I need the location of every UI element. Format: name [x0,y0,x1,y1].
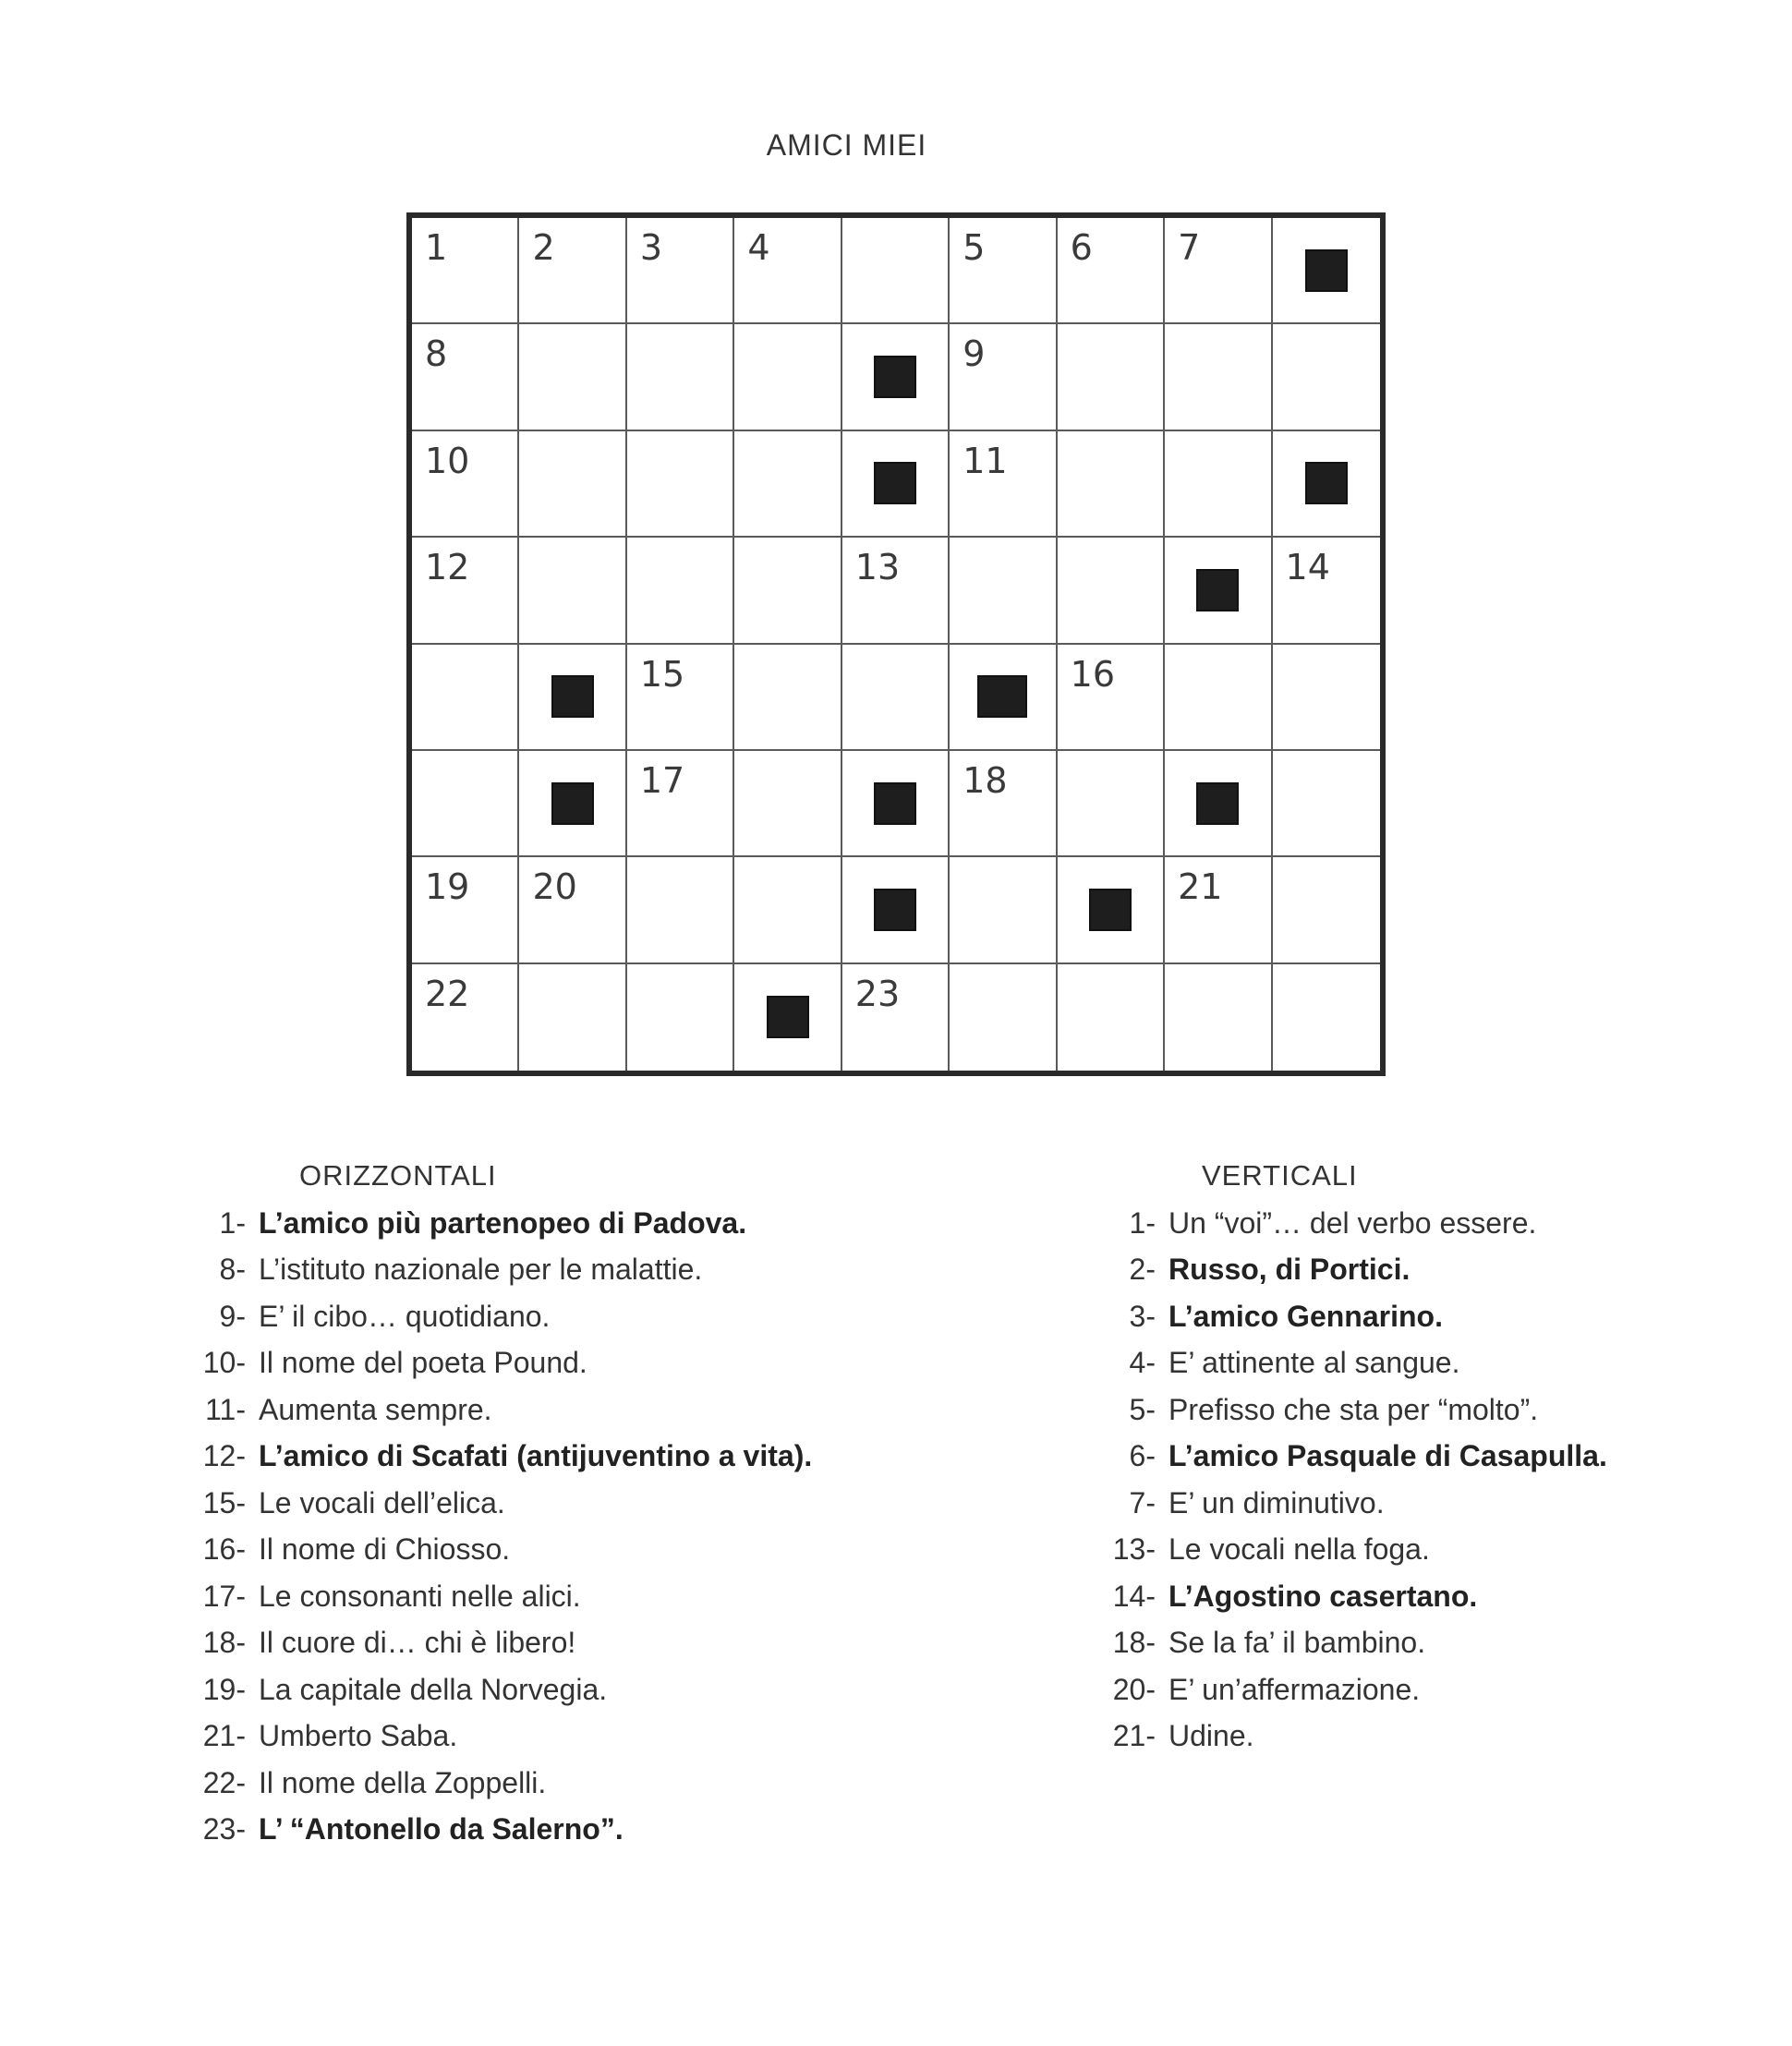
clue-text: La capitale della Norvegia. [259,1672,608,1706]
grid-cell-black [1273,431,1380,538]
grid-cell [1165,964,1272,1071]
grid-cell [412,324,519,430]
down-clue [1085,1246,1732,1293]
down-clue [1085,1619,1732,1666]
clue-text: Il nome di Chiosso. [259,1532,511,1566]
black-square [874,462,916,504]
clue-text: Un “voi”… del verbo essere. [1168,1205,1537,1240]
clue-text: Aumenta sempre. [259,1392,492,1426]
grid-cell [412,751,519,857]
grid-cell-black [842,857,950,963]
black-square [1196,569,1239,611]
grid-cell [1058,538,1165,644]
cell-number: 18 [963,759,1008,801]
crossword-grid [406,212,1386,1076]
clue-text: Il nome del poeta Pound. [259,1346,587,1379]
clue-number: 2- [1129,1253,1156,1286]
grid-cell-black [734,964,842,1071]
grid-cell [734,857,842,963]
clue-number: 1- [219,1205,246,1240]
across-clue [176,1293,933,1340]
grid-cell [627,218,734,324]
clue-number: 8- [219,1253,246,1286]
cell-number: 6 [1070,227,1093,268]
down-clue-list [1085,1200,1732,1760]
across-clue [176,1339,933,1386]
clue-number: 16- [202,1532,246,1566]
across-clue [176,1200,933,1247]
black-square [1305,249,1348,292]
grid-cell [1165,431,1272,538]
clue-text: Il cuore di… chi è libero! [259,1626,576,1659]
across-clue [176,1666,933,1713]
grid-cell [950,751,1057,857]
clue-text: E’ attinente al sangue. [1168,1346,1460,1379]
clue-text: E’ un diminutivo. [1168,1485,1385,1519]
down-clue [1085,1386,1732,1434]
clue-text: E’ un’affermazione. [1168,1672,1421,1706]
clue-text: Prefisso che sta per “molto”. [1168,1392,1539,1426]
cell-number: 23 [854,973,901,1014]
grid-cell [734,324,842,430]
grid-cell [1273,538,1380,644]
grid-cell [1273,751,1380,857]
grid-cell-black [1165,751,1272,857]
across-clue [176,1246,933,1293]
grid-cell [1273,857,1380,963]
cell-number: 7 [1178,227,1201,268]
grid-cell [842,538,950,644]
clue-number: 15- [202,1485,246,1519]
grid-cell [1165,324,1272,430]
grid-cell [950,324,1057,430]
across-heading: ORIZZONTALI [299,1159,497,1192]
grid-cell [519,324,626,430]
across-clue [176,1760,933,1807]
across-clue [176,1386,933,1434]
grid-cell [627,964,734,1071]
black-square [874,782,916,825]
grid-cell [627,857,734,963]
clue-number: 13- [1112,1532,1156,1566]
cell-number: 5 [963,227,986,268]
black-square [551,675,594,718]
cell-number: 14 [1285,547,1330,588]
cell-number: 9 [963,333,986,375]
grid-cell [627,431,734,538]
down-clue [1085,1713,1732,1760]
clue-text: L’amico più partenopeo di Padova. [259,1205,747,1240]
down-clue [1085,1433,1732,1480]
clue-number: 18- [202,1626,246,1659]
down-clue [1085,1573,1732,1620]
across-clue [176,1573,933,1620]
grid-cell [950,538,1057,644]
clue-text: L’amico Pasquale di Casapulla. [1168,1439,1607,1472]
grid-cell [519,538,626,644]
clue-text: Udine. [1168,1719,1254,1752]
clue-number: 14- [1112,1579,1156,1613]
down-clue [1085,1480,1732,1527]
grid-cell [842,218,950,324]
grid-cell-black [1058,857,1165,963]
cell-number: 13 [854,547,901,588]
clue-text: Le consonanti nelle alici. [259,1579,581,1613]
cell-number: 2 [532,227,555,268]
clue-text: L’Agostino casertano. [1168,1579,1478,1613]
grid-cell-black [950,645,1057,751]
grid-cell [1273,964,1380,1071]
clue-number: 12- [202,1439,246,1472]
black-square [767,996,809,1038]
grid-cell [950,857,1057,963]
clue-text: Russo, di Portici. [1168,1253,1411,1286]
grid-cell [412,431,519,538]
down-heading: VERTICALI [1202,1159,1358,1192]
clue-text: Le vocali nella foga. [1168,1532,1430,1566]
cell-number: 20 [532,866,577,908]
grid-cell [1058,751,1165,857]
black-square [551,782,594,825]
clue-number: 1- [1129,1205,1156,1240]
clue-number: 20- [1112,1672,1156,1706]
black-square [874,889,916,931]
clue-number: 21- [1112,1719,1156,1752]
grid-cell [412,857,519,963]
across-clue [176,1480,933,1527]
across-clue-list [176,1200,933,1853]
clue-text: E’ il cibo… quotidiano. [259,1299,551,1333]
black-square [1196,782,1239,825]
grid-cell [412,218,519,324]
black-square [874,356,916,398]
grid-cell [734,538,842,644]
grid-cell-black [1165,538,1272,644]
cell-number: 3 [639,227,663,268]
down-clues-section [1085,1153,1732,1760]
clue-number: 23- [202,1812,246,1846]
grid-cell-black [519,645,626,751]
grid-cell [950,218,1057,324]
clue-text: Il nome della Zoppelli. [259,1765,547,1799]
black-square [1305,462,1348,504]
grid-cell-black [842,431,950,538]
grid-cell-black [842,751,950,857]
black-square [1089,889,1132,931]
grid-cell [519,964,626,1071]
across-clue [176,1433,933,1480]
clue-text: L’ “Antonello da Salerno”. [259,1812,624,1846]
clue-number: 10- [202,1346,246,1379]
cell-number: 11 [963,440,1008,481]
grid-cell [1058,645,1165,751]
grid-cell [734,645,842,751]
grid-cell [627,751,734,857]
grid-cell [734,218,842,324]
clue-number: 19- [202,1672,246,1706]
across-clues-section [176,1153,933,1853]
grid-cell [734,751,842,857]
grid-cell [1165,218,1272,324]
clue-text: Se la fa’ il bambino. [1168,1626,1426,1659]
grid-cell [519,431,626,538]
cell-number: 10 [425,440,470,481]
clue-number: 17- [202,1579,246,1613]
grid-cell [1165,857,1272,963]
black-square [977,675,1027,718]
clue-text: L’amico Gennarino. [1168,1299,1443,1333]
cell-number: 17 [639,759,685,801]
down-clue [1085,1200,1732,1247]
grid-cell [1058,431,1165,538]
clue-number: 6- [1129,1439,1156,1472]
grid-cell [734,431,842,538]
grid-cell-black [1273,218,1380,324]
grid-cell [1058,324,1165,430]
grid-cell [950,964,1057,1071]
cell-number: 8 [425,333,448,375]
grid-cell [519,857,626,963]
clue-number: 4- [1129,1346,1156,1379]
page-title: AMICI MIEI [766,128,927,162]
cell-number: 12 [425,547,470,588]
grid-cell [1273,645,1380,751]
grid-cell [950,431,1057,538]
clue-text: L’amico di Scafati (antijuventino a vita). [259,1439,813,1472]
clue-number: 22- [202,1765,246,1799]
grid-cell [842,964,950,1071]
grid-cell [1058,218,1165,324]
clue-number: 11- [205,1392,246,1426]
grid-cell [627,645,734,751]
grid-cell-black [519,751,626,857]
across-clue [176,1806,933,1853]
cell-number: 21 [1178,866,1223,908]
cell-number: 19 [425,866,470,908]
grid-cell [412,538,519,644]
clue-number: 3- [1129,1299,1156,1333]
cell-number: 16 [1070,653,1116,695]
clue-text: Le vocali dell’elica. [259,1485,505,1519]
cell-number: 22 [425,973,470,1014]
clue-number: 18- [1112,1626,1156,1659]
grid-cell [627,538,734,644]
grid-cell [519,218,626,324]
across-clue [176,1526,933,1573]
cell-number: 1 [425,227,448,268]
down-clue [1085,1339,1732,1386]
clue-number: 7- [1129,1485,1156,1519]
grid-cell-black [842,324,950,430]
grid-cell [412,645,519,751]
clue-text: Umberto Saba. [259,1719,458,1752]
grid-cell [1273,324,1380,430]
grid-cell [842,645,950,751]
clue-number: 9- [219,1299,246,1333]
across-clue [176,1619,933,1666]
grid-cell [627,324,734,430]
clue-number: 5- [1129,1392,1156,1426]
grid-cell [412,964,519,1071]
cell-number: 4 [747,227,770,268]
clue-number: 21- [202,1719,246,1752]
down-clue [1085,1666,1732,1713]
across-clue [176,1713,933,1760]
grid-cell [1058,964,1165,1071]
clue-text: L’istituto nazionale per le malattie. [259,1253,703,1286]
down-clue [1085,1293,1732,1340]
cell-number: 15 [639,653,685,695]
grid-cell [1165,645,1272,751]
down-clue [1085,1526,1732,1573]
